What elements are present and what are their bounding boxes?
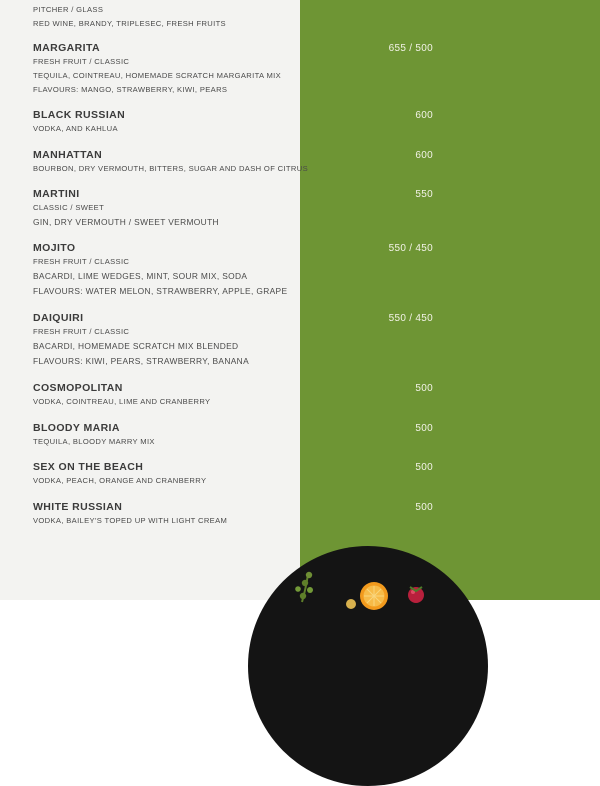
item-name: BLOODY MARIA (33, 422, 120, 434)
menu-item-black-russian (33, 109, 553, 136)
item-description-line: RED WINE, BRANDY, TRIPLESEC, FRESH FRUITS (33, 19, 226, 28)
item-description-line: TEQUILA, COINTREAU, HOMEMADE SCRATCH MARGARITA MIX (33, 71, 282, 80)
item-description-line: FLAVOURS: WATER MELON, STRAWBERRY, APPLE, GRAPE (33, 286, 288, 296)
item-description-line: FRESH FRUIT / CLASSIC (33, 257, 130, 266)
menu-item-top-continued (33, 3, 553, 31)
item-description-line: BOURBON, DRY VERMOUTH, BITTERS, SUGAR AND DASH OF CITRUS (33, 164, 309, 173)
item-description-line: FLAVOURS: KIWI, PEARS, STRAWBERRY, BANANA (33, 356, 250, 366)
menu-item-mojito (33, 242, 553, 299)
item-name: DAIQUIRI (33, 312, 84, 324)
herb-sprig-icon (295, 572, 313, 602)
item-description-line: VODKA, BAILEY'S TOPED UP WITH LIGHT CREAM (33, 516, 228, 525)
item-description-line: TEQUILA, BLOODY MARRY MIX (33, 437, 155, 446)
menu-item-manhattan (33, 149, 553, 176)
item-description-line: FRESH FRUIT / CLASSIC (33, 57, 130, 66)
item-price: 500 (415, 423, 433, 434)
item-price: 550 (415, 189, 433, 200)
item-description-line: FRESH FRUIT / CLASSIC (33, 327, 130, 336)
item-price: 655 / 500 (388, 43, 433, 54)
item-price: 600 (415, 150, 433, 161)
menu-item-bloody-maria (33, 422, 553, 449)
orange-slice-icon (360, 582, 388, 610)
item-name: MARGARITA (33, 42, 100, 54)
menu-item-martini (33, 188, 553, 230)
menu-item-sex-on-the-beach (33, 461, 553, 488)
item-description-line: VODKA, PEACH, ORANGE AND CRANBERRY (33, 476, 207, 485)
item-description-line: VODKA, AND KAHLUA (33, 124, 118, 133)
item-price: 550 / 450 (388, 313, 433, 324)
item-name: COSMOPOLITAN (33, 382, 123, 394)
item-price: 500 (415, 502, 433, 513)
menu-item-daiquiri (33, 312, 553, 369)
item-price: 500 (415, 462, 433, 473)
item-name: WHITE RUSSIAN (33, 501, 123, 513)
cocktail-photo (248, 546, 488, 786)
item-description-line: CLASSIC / SWEET (33, 203, 105, 212)
item-price: 550 / 450 (388, 243, 433, 254)
item-name: BLACK RUSSIAN (33, 109, 126, 121)
item-name: MARTINI (33, 188, 80, 200)
item-name: MANHATTAN (33, 149, 103, 161)
item-name: SEX ON THE BEACH (33, 461, 144, 473)
item-description-line: PITCHER / GLASS (33, 5, 104, 14)
garnish-illustration (248, 546, 488, 786)
item-price: 600 (415, 110, 433, 121)
item-description-line: BACARDI, HOMEMADE SCRATCH MIX BLENDED (33, 341, 239, 351)
item-price: 500 (415, 383, 433, 394)
menu-item-cosmopolitan (33, 382, 553, 409)
garnish-slice-icon (346, 599, 356, 609)
item-description-line: FLAVOURS: MANGO, STRAWBERRY, KIWI, PEARS (33, 85, 228, 94)
item-description-line: VODKA, COINTREAU, LIME AND CRANBERRY (33, 397, 211, 406)
item-description-line: BACARDI, LIME WEDGES, MINT, SOUR MIX, SODA (33, 271, 248, 281)
item-name: MOJITO (33, 242, 76, 254)
menu-item-white-russian (33, 501, 553, 528)
item-description-line: GIN, DRY VERMOUTH / SWEET VERMOUTH (33, 217, 219, 227)
berry-icon (408, 587, 424, 603)
menu-item-margarita (33, 42, 553, 97)
